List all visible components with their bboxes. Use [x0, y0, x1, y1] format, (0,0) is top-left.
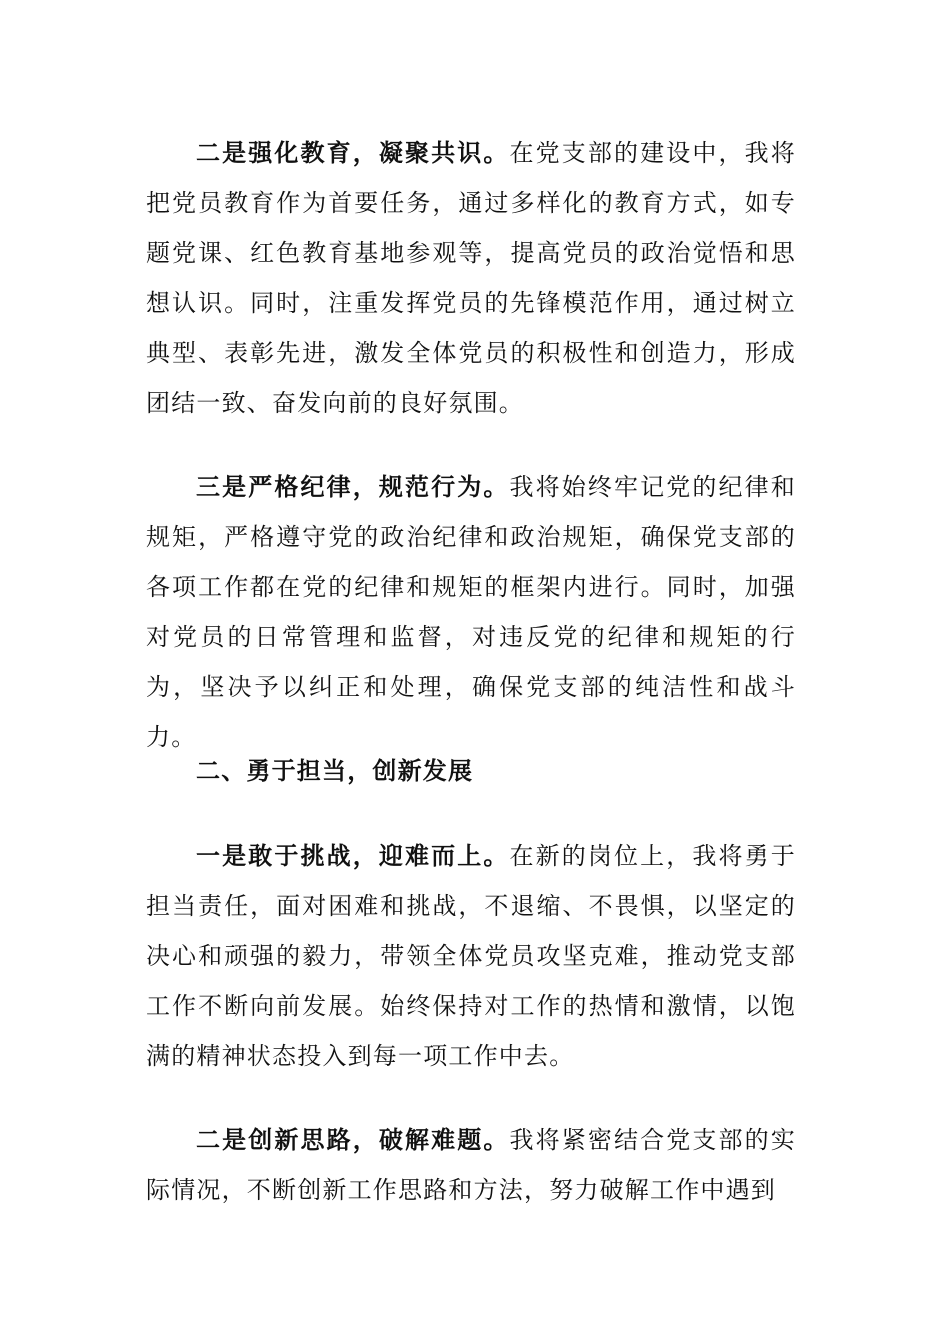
- paragraph-body: 我将紧密结合党支部的实际情况，不断创新工作思路和方法，努力破解工作中遇到: [146, 1126, 796, 1204]
- paragraph-innovate-thinking: [146, 1115, 796, 1215]
- paragraph-body: 在党支部的建设中，我将把党员教育作为首要任务，通过多样化的教育方式，如专题党课、红色教育基地参观等，提高党员的政治觉悟和思想认识。同时，注重发挥党员的先锋模范作用，通过树立典型、表彰先进，激发全体党员的积极性和创造力，形成团结一致、奋发向前的良好氛围。: [146, 139, 796, 417]
- paragraph-lead: 二是创新思路，破解难题。: [196, 1125, 510, 1154]
- paragraph-body: 在新的岗位上，我将勇于担当责任，面对困难和挑战，不退缩、不畏惧，以坚定的决心和顽强的毅力，带领全体党员攻坚克难，推动党支部工作不断向前发展。始终保持对工作的热情和激情，以饱满的精神状态投入到每一项工作中去。: [146, 842, 796, 1070]
- paragraph-body: 我将始终牢记党的纪律和规矩，严格遵守党的政治纪律和政治规矩，确保党支部的各项工作都在党的纪律和规矩的框架内进行。同时，加强对党员的日常管理和监督，对违反党的纪律和规矩的行为，坚决予以纠正和处理，确保党支部的纯洁性和战斗力。: [146, 473, 796, 751]
- section-heading: 二、勇于担当，创新发展: [196, 756, 474, 785]
- paragraph-face-challenges: [146, 831, 796, 1081]
- paragraph-lead: 三是严格纪律，规范行为。: [196, 472, 510, 501]
- paragraph-strict-discipline: [146, 462, 796, 762]
- paragraph-strengthen-education: [146, 128, 796, 428]
- paragraph-lead: 二是强化教育，凝聚共识。: [196, 138, 510, 167]
- paragraph-lead: 一是敢于挑战，迎难而上。: [196, 841, 510, 870]
